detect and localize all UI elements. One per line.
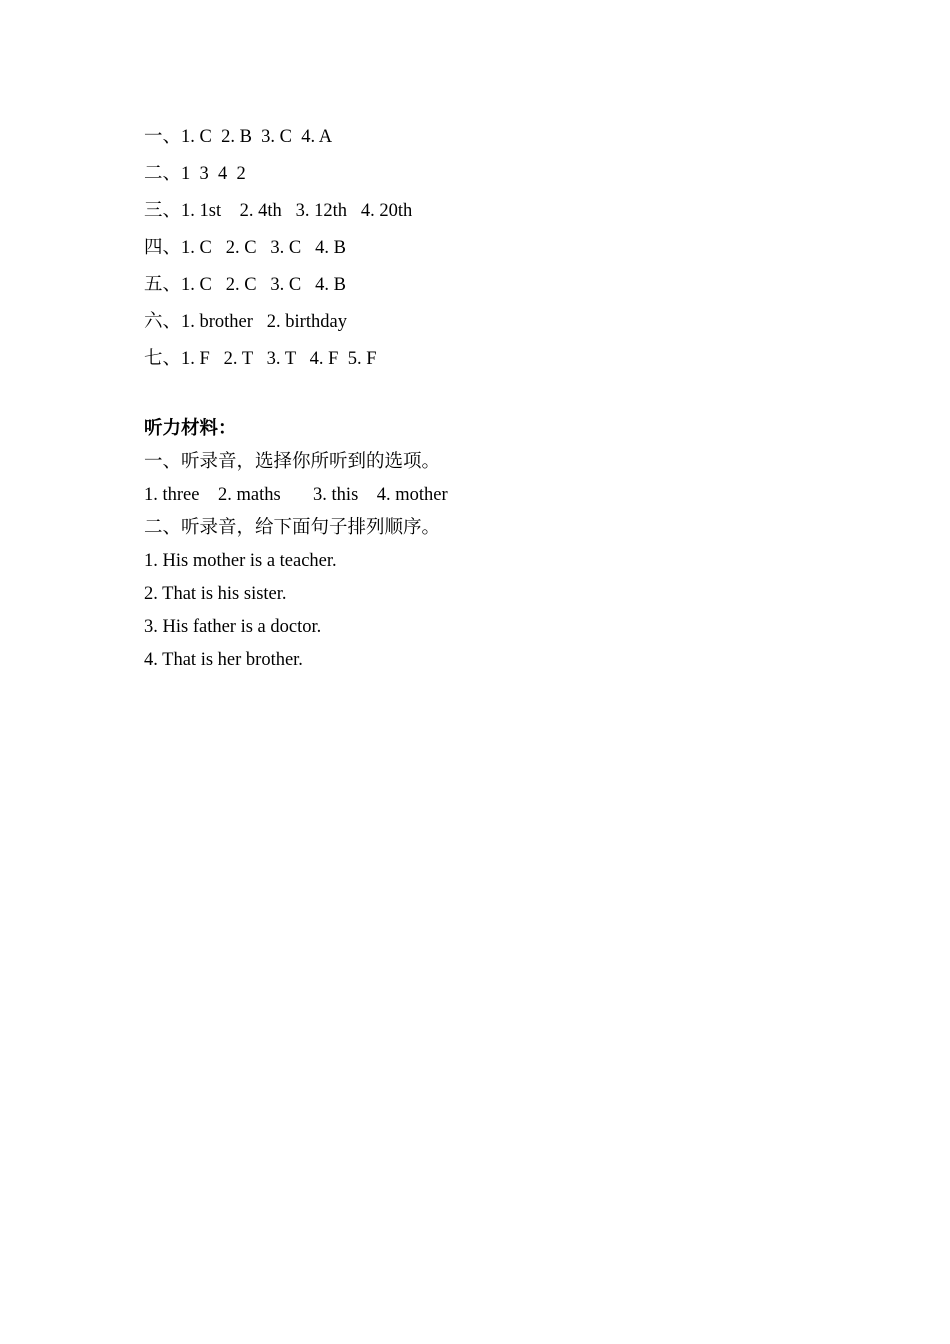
section2-item-1: 1. His mother is a teacher.	[144, 551, 337, 571]
section2-heading: 二、听录音，给下面句子排列顺序。	[144, 518, 441, 538]
answer-line-3: 三、1. 1st 2. 4th 3. 12th 4. 20th	[144, 201, 413, 221]
answer-line-6: 六、1. brother 2. birthday	[144, 312, 347, 332]
answer-line-7: 七、1. F 2. T 3. T 4. F 5. F	[144, 349, 377, 369]
section1-items: 1. three 2. maths 3. this 4. mother	[144, 485, 448, 505]
answer-line-1: 一、1. C 2. B 3. C 4. A	[144, 127, 333, 147]
answer-line-5: 五、1. C 2. C 3. C 4. B	[144, 275, 346, 295]
section2-item-2: 2. That is his sister.	[144, 584, 287, 604]
section1-heading: 一、听录音，选择你所听到的选项。	[144, 452, 441, 472]
answer-key	[144, 124, 844, 383]
listening-title: 听力材料：	[144, 419, 237, 439]
answer-line-4: 四、1. C 2. C 3. C 4. B	[144, 238, 346, 258]
answer-line-2: 二、1 3 4 2	[144, 164, 246, 184]
section2-item-3: 3. His father is a doctor.	[144, 617, 322, 637]
listening-material	[144, 416, 844, 680]
section2-item-4: 4. That is her brother.	[144, 650, 303, 670]
